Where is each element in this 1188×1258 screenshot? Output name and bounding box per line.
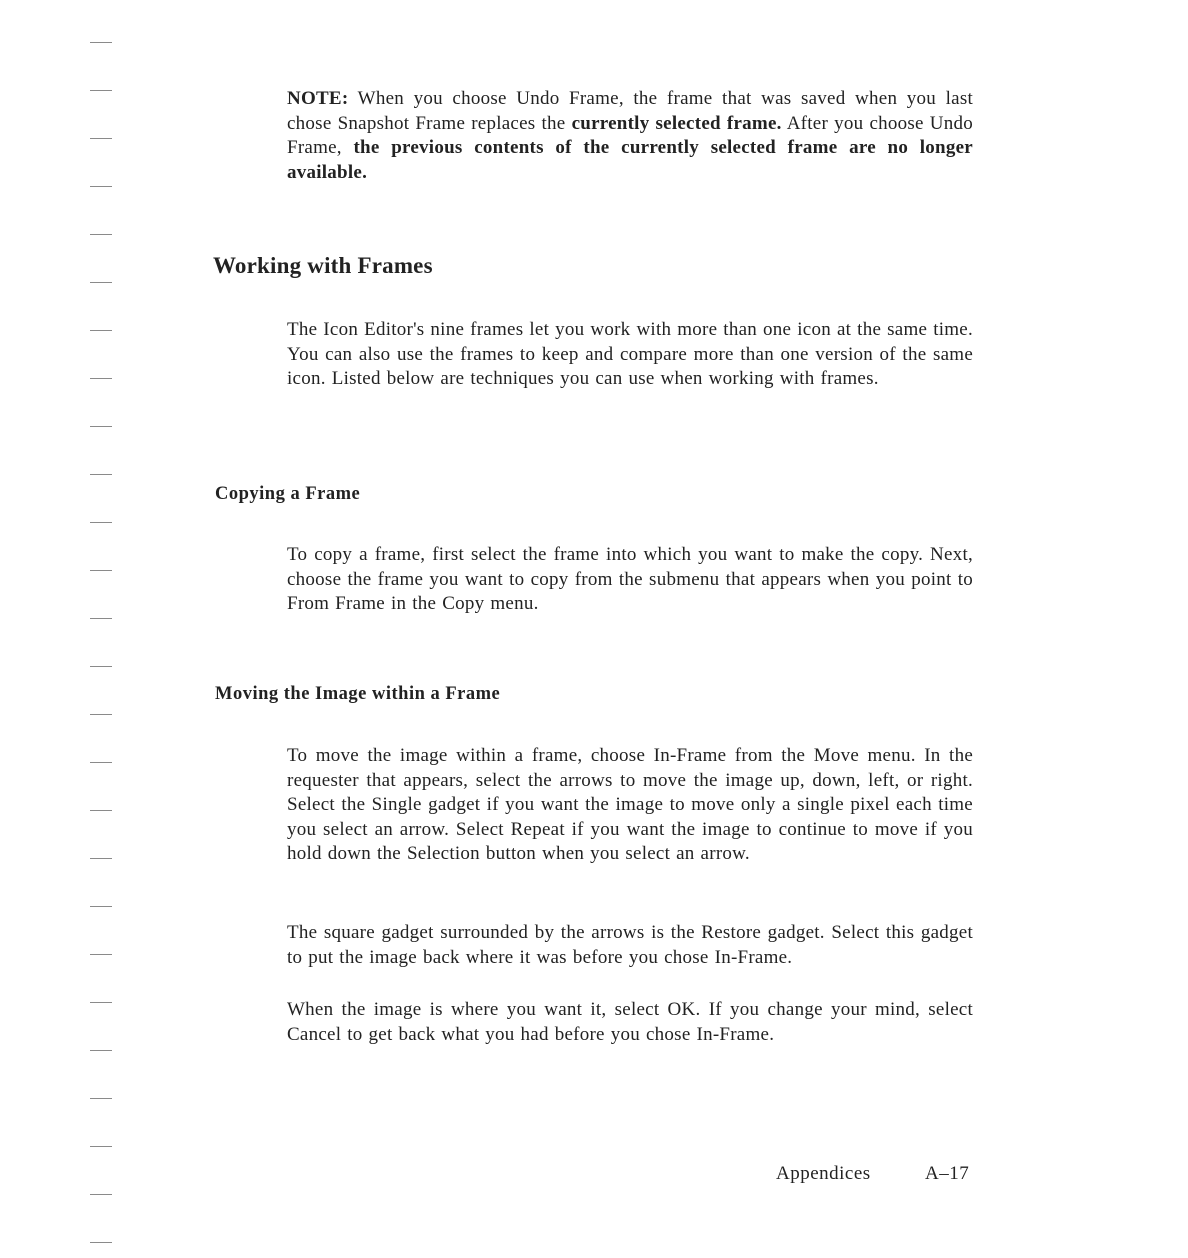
margin-tick <box>90 90 112 91</box>
heading-moving-image: Moving the Image within a Frame <box>215 684 501 704</box>
margin-tick <box>90 330 112 331</box>
moving-paragraph-1: To move the image within a frame, choose In-Frame from the Move menu. In the requester that appears, select the arrows to move the image up, down, left, or right. Select the Single gadget if you want the image to move only a single pixel each time you select an arrow. Select Repeat if you want the image to continue to move if you hold down the Selection button when you select an arrow. <box>287 745 973 865</box>
margin-tick <box>90 666 112 667</box>
note-bold-1: currently selected frame. <box>571 112 782 134</box>
heading-working-with-frames: Working with Frames <box>213 253 433 278</box>
working-paragraph: The Icon Editor's nine frames let you work with more than one icon at the same time. You can also use the frames to keep and compare more than one version of the same icon. Listed below are techniques you can use when working with frames. <box>287 319 973 390</box>
footer-page-number: A–17 <box>925 1163 970 1184</box>
note-bold-2: the previous contents of the currently selected frame are no longer available. <box>287 137 973 183</box>
moving-paragraph-2: The square gadget surrounded by the arrows is the Restore gadget. Select this gadget to put the image back where it was before you chose In-Frame. <box>287 922 973 968</box>
margin-tick <box>90 282 112 283</box>
moving-paragraph-3: When the image is where you want it, select OK. If you change your mind, select Cancel to get back what you had before you chose In-Frame. <box>287 999 973 1045</box>
margin-tick <box>90 1242 112 1243</box>
margin-tick <box>90 858 112 859</box>
copying-paragraph: To copy a frame, first select the frame into which you want to make the copy. Next, choose the frame you want to copy from the submenu that appears when you point to From Frame in the Copy menu. <box>287 544 973 615</box>
margin-tick <box>90 1098 112 1099</box>
note-label: NOTE: <box>287 88 349 109</box>
margin-tick <box>90 138 112 139</box>
margin-tick <box>90 522 112 523</box>
margin-tick <box>90 906 112 907</box>
margin-tick <box>90 426 112 427</box>
note-paragraph <box>287 87 973 185</box>
margin-tick <box>90 1002 112 1003</box>
margin-tick <box>90 1050 112 1051</box>
margin-tick <box>90 186 112 187</box>
heading-copying-a-frame: Copying a Frame <box>215 484 361 504</box>
margin-tick <box>90 378 112 379</box>
margin-tick <box>90 42 112 43</box>
margin-tick <box>90 618 112 619</box>
margin-tick <box>90 1194 112 1195</box>
margin-tick <box>90 1146 112 1147</box>
margin-tick <box>90 474 112 475</box>
margin-tick <box>90 234 112 235</box>
margin-tick <box>90 810 112 811</box>
note-text-2: After you choose Undo Frame, <box>287 112 973 159</box>
margin-tick <box>90 714 112 715</box>
margin-tick-marks <box>0 0 120 1258</box>
margin-tick <box>90 762 112 763</box>
note-text-1: When you choose Undo Frame, the frame that was saved when you last chose Snapshot Frame replaces the <box>287 88 973 134</box>
footer-section-name: Appendices <box>776 1163 871 1184</box>
margin-tick <box>90 570 112 571</box>
margin-tick <box>90 954 112 955</box>
